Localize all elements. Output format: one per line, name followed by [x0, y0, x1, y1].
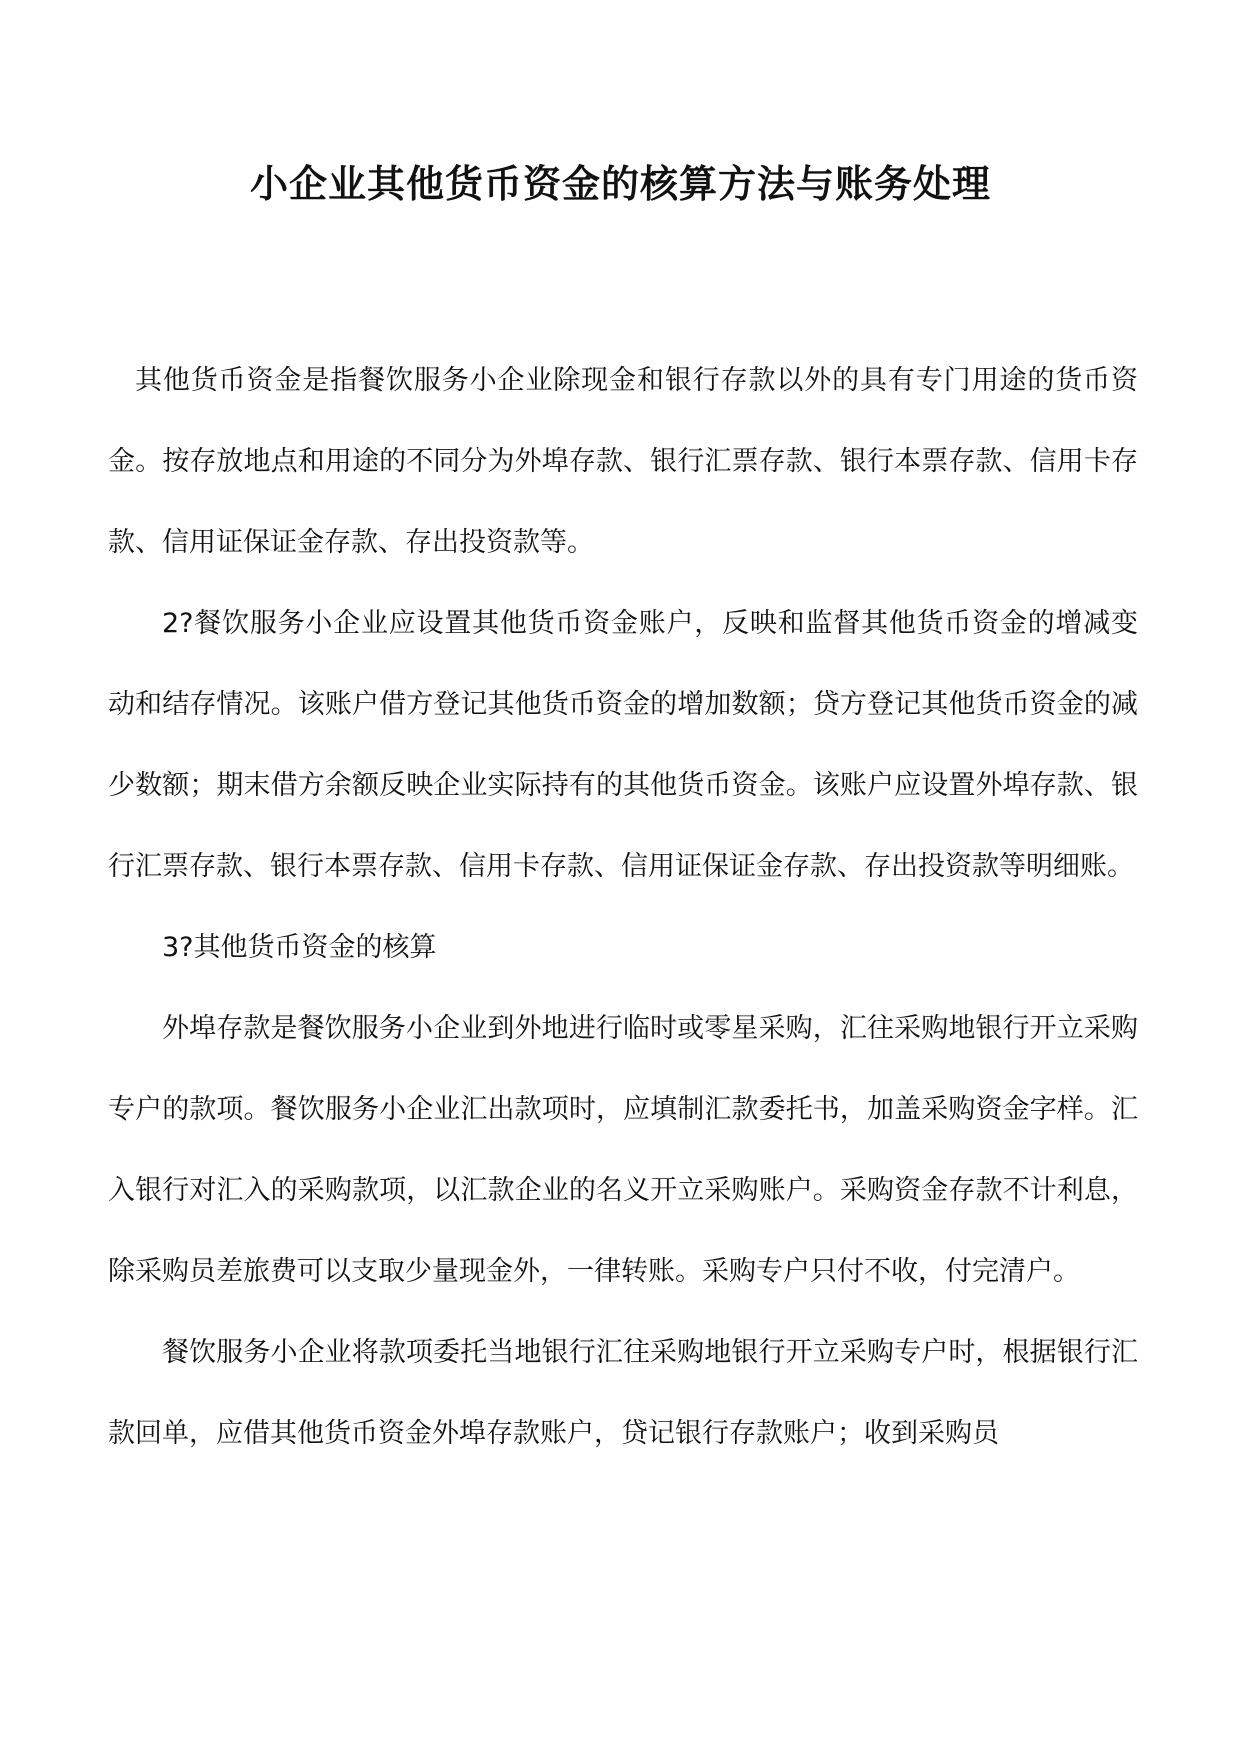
- paragraph-section-heading: 3?其他货币资金的核算: [162, 932, 437, 963]
- document-body: [108, 340, 1138, 1474]
- paragraph-remittance-entry: 餐饮服务小企业将款项委托当地银行汇往采购地银行开立采购专户时，根据银行汇款回单，应借其他货币资金外埠存款账户，贷记银行存款账户；收到采购员: [108, 1337, 1138, 1449]
- paragraph-account-setup: 2?餐饮服务小企业应设置其他货币资金账户，反映和监督其他货币资金的增减变动和结存情况。该账户借方登记其他货币资金的增加数额；贷方登记其他货币资金的减少数额；期末借方余额反映企业实际持有的其他货币资金。该账户应设置外埠存款、银行汇票存款、银行本票存款、信用卡存款、信用证保证金存款、存出投资款等明细账。: [108, 608, 1138, 882]
- paragraph-outbound-deposit: 外埠存款是餐饮服务小企业到外地进行临时或零星采购，汇往采购地银行开立采购专户的款项。餐饮服务小企业汇出款项时，应填制汇款委托书，加盖采购资金字样。汇入银行对汇入的采购款项，以汇款企业的名义开立采购账户。采购资金存款不计利息，除采购员差旅费可以支取少量现金外，一律转账。采购专户只付不收，付完清户。: [108, 1013, 1138, 1287]
- document-title: 小企业其他货币资金的核算方法与账务处理: [249, 161, 991, 206]
- paragraph-definition: 其他货币资金是指餐饮服务小企业除现金和银行存款以外的具有专门用途的货币资金。按存放地点和用途的不同分为外埠存款、银行汇票存款、银行本票存款、信用卡存款、信用证保证金存款、存出投资款等。: [108, 365, 1138, 558]
